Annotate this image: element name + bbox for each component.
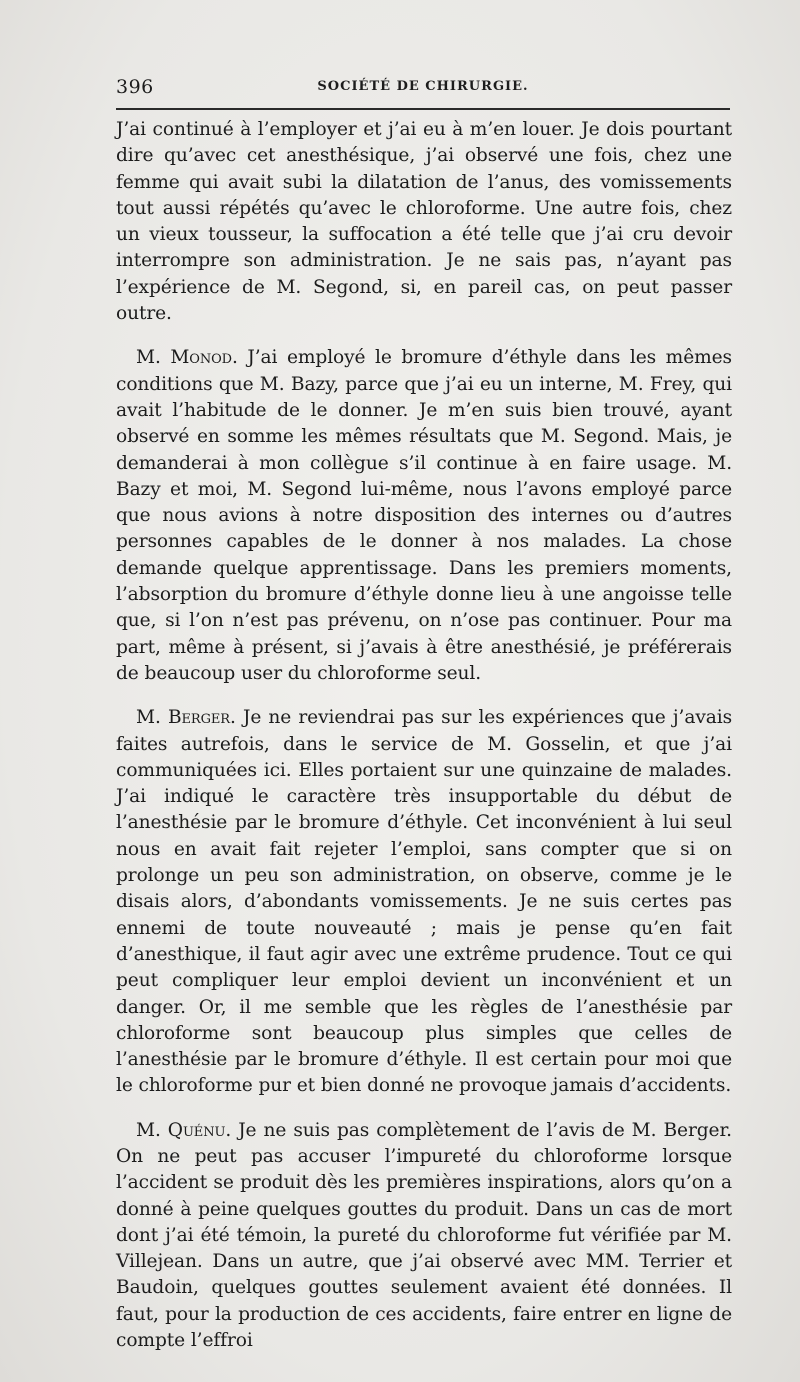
running-title: SOCIÉTÉ DE CHIRURGIE. (317, 79, 529, 94)
paragraph-text: Je ne reviendrai pas sur les expériences que j’avais faites autrefois, dans le service de M. Gosselin, et que j’ai communiquées ici. Elles portaient sur une quinzaine de malades. J’ai indiqué le caractère très insupportable du début de l’anesthésie par le bromure d’éthyle. Cet inconvénient à lui seul nous en avait fait rejeter l’emploi, sans compter que si on prolonge un peu son administration, on observe, comme je le disais alors, d’abondants vomissements. Je ne suis certes pas ennemi de toute nouveauté ; mais je pense qu’en fait d’anesthique, il faut agir avec une extrême prudence. Tout ce qui peut compliquer leur emploi devient un inconvénient et un danger. Or, il me semble que les règles de l’anesthésie par chloroforme sont beaucoup plus simples que celles de l’anesthésie par le bromure d’éthyle. Il est certain pour moi que le chloroforme pur et bien donné ne provoque jamais d’accidents. (116, 707, 733, 1097)
body-text (116, 117, 732, 1354)
paragraph-monod (116, 345, 732, 687)
speaker-name: M. Monod. (136, 347, 238, 369)
speaker-name: M. Berger. (136, 707, 236, 729)
page-number: 396 (116, 76, 154, 98)
paragraph-continued (116, 117, 732, 327)
speaker-name: M. Quénu. (136, 1119, 232, 1141)
paragraph-quenu (116, 1118, 732, 1355)
paragraph-text: J’ai employé le bromure d’éthyle dans les mêmes conditions que M. Bazy, parce que j’ai eu un interne, M. Frey, qui avait l’habitude de le donner. Je m’en suis bien trouvé, ayant observé en somme les mêmes résultats que M. Segond. Mais, je demanderai à mon collègue s’il continue à en faire usage. M. Bazy et moi, M. Segond lui-même, nous l’avons employé parce que nous avions à notre disposition des internes ou d’autres personnes capables de le donner à nos malades. La chose demande quelque apprentissage. Dans les premiers moments, l’absorption du bromure d’éthyle donne lieu à une angoisse telle que, si l’on n’est pas prévenu, on n’ose pas continuer. Pour ma part, même à présent, si j’avais à être anesthésié, je préférerais de beaucoup user du chloroforme seul. (116, 347, 732, 684)
header-rule (116, 108, 730, 110)
page-header (116, 76, 730, 100)
paragraph-text: Je ne suis pas complètement de l’avis de M. Berger. On ne peut pas accuser l’impureté du chloroforme lorsque l’accident se produit dès les premières inspirations, alors qu’on a donné à peine quelques gouttes du produit. Dans un cas de mort dont j’ai été témoin, la pureté du chloroforme fut vérifiée par M. Villejean. Dans un autre, que j’ai observé avec MM. Terrier et Baudoin, quelques gouttes seulement avaient été données. Il faut, pour la production de ces accidents, faire entrer en ligne de compte l’effroi (116, 1119, 732, 1352)
paragraph-berger (116, 705, 732, 1099)
paragraph-text: J’ai continué à l’employer et j’ai eu à m’en louer. Je dois pourtant dire qu’avec cet anesthésique, j’ai observé une fois, chez une femme qui avait subi la dilatation de l’anus, des vomissements tout aussi répétés qu’avec le chloroforme. Une autre fois, chez un vieux tousseur, la suffocation a été telle que j’ai cru devoir interrompre son administration. Je ne sais pas, n’ayant pas l’expérience de M. Segond, si, en pareil cas, on peut passer outre. (116, 119, 732, 325)
